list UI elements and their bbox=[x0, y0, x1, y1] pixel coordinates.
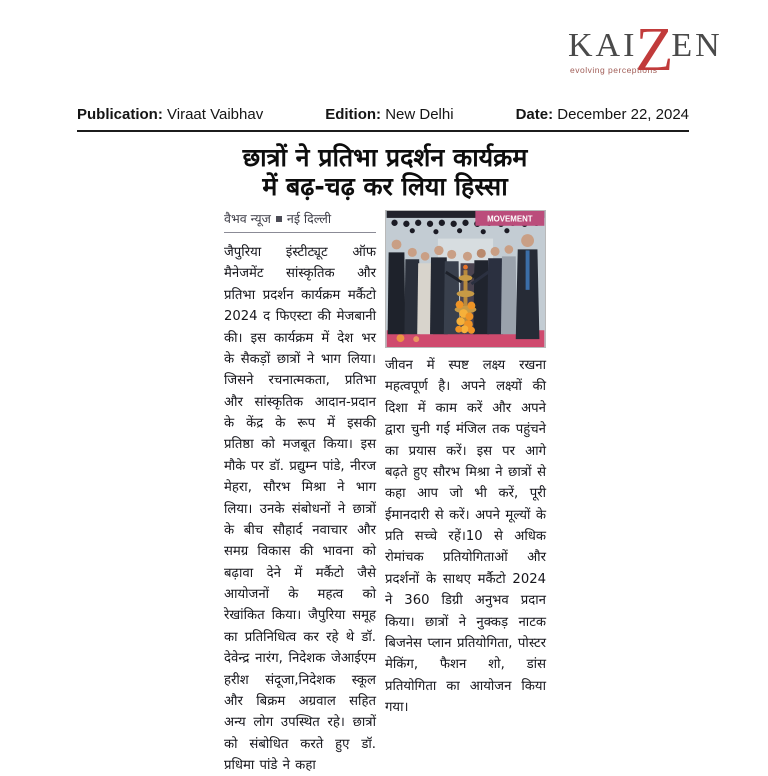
left-column bbox=[224, 210, 376, 776]
edition-field bbox=[325, 106, 453, 123]
right-column-text: जीवन में स्पष्ट लक्ष्य रखना महत्वपूर्ण है। अपने लक्ष्यों की दिशा में काम करें और अपने द्वारा चुनी गई मंजिल तक पहुंचने का प्रयास करें। इस पर आगे बढ़ते हुए सौरभ मिश्रा ने छात्रों से कहा आप जो भी करें, पूरी ईमानदारी से करें। अपने मूल्यों के प्रति सच्चे रहें।10 से अधिक रोमांचक प्रतियोगिताओं और प्रदर्शनों के साथए मर्कैटो 2024 ने 360 डिग्री अनुभव प्रदान किया। छात्रों ने नुक्कड़ नाटक बिजनेस प्लान प्रतियोगिता, पोस्टर मेकिंग, फैशन शो, डांस प्रतियोगिता का आयोजन किया गया। bbox=[385, 358, 546, 715]
date-value: December 22, 2024 bbox=[557, 106, 689, 123]
logo-en-text: EN bbox=[671, 27, 723, 65]
headline-line-1: छात्रों ने प्रतिभा प्रदर्शन कार्यक्रम bbox=[242, 143, 528, 172]
publication-label: Publication: bbox=[77, 106, 163, 123]
byline bbox=[224, 210, 376, 233]
article bbox=[224, 143, 546, 776]
edition-value: New Delhi bbox=[385, 106, 454, 123]
right-column bbox=[385, 210, 546, 776]
event-photo bbox=[385, 210, 546, 348]
headline-line-2: में बढ़-चढ़ कर लिया हिस्सा bbox=[262, 172, 508, 201]
square-bullet-icon bbox=[276, 216, 282, 222]
date-field bbox=[516, 106, 689, 123]
logo-z-letter: Z bbox=[635, 16, 674, 84]
date-label: Date: bbox=[515, 106, 554, 123]
article-columns bbox=[224, 210, 546, 776]
left-column-text: जैपुरिया इंस्टीट्यूट ऑफ मैनेजमेंट सांस्कृतिक और प्रतिभा प्रदर्शन कार्यक्रम मर्कैटो 2024 द फिएस्टा की मेजबानी की। इस कार्यक्रम में देश भर के सैकड़ों छात्रों ने भाग लिया। जिसने रचनात्मकता, प्रतिभा और सांस्कृतिक आदान-प्रदान के केंद्र के रूप में इसकी प्रतिष्ठा को मजबूत किया। इस मौके पर डॉ. प्रद्युम्न पांडे, नीरज मेहरा, सौरभ मिश्रा ने भाग लिया। उनके संबोधनों ने छात्रों के बीच सौहार्द नवाचार और समग्र विकास की भावना को बढ़ावा देने में मर्कैटो जैसे आयोजनों के महत्व को रेखांकित किया। जैपुरिया समूह का प्रतिनिधित्व कर रहे थे डॉ. देवेन्द्र नारंग, निदेशक जेआईएम हरीश संदूजा,निदेशक स्कूल और बिक्रम अग्रवाल सहित अन्य लोग उपस्थित रहे। छात्रों को संबोधित करते हुए डॉ. प्रधिमा पांडे ने कहा bbox=[224, 245, 376, 773]
byline-source: वैभव न्यूज bbox=[224, 211, 271, 226]
publication-field bbox=[77, 106, 263, 123]
publication-value: Viraat Vaibhav bbox=[167, 106, 264, 123]
event-banner-text: MOVEMENT bbox=[487, 214, 533, 224]
logo-kai-text: KAI bbox=[568, 27, 638, 65]
meta-bar bbox=[77, 106, 689, 132]
kaizen-logo bbox=[568, 16, 724, 84]
bottom-banner-mark bbox=[397, 334, 405, 342]
logo-tagline: evolving perceptions bbox=[570, 64, 658, 75]
edition-label: Edition: bbox=[325, 106, 382, 123]
article-headline bbox=[224, 143, 546, 201]
byline-location: नई दिल्ली bbox=[286, 211, 332, 226]
